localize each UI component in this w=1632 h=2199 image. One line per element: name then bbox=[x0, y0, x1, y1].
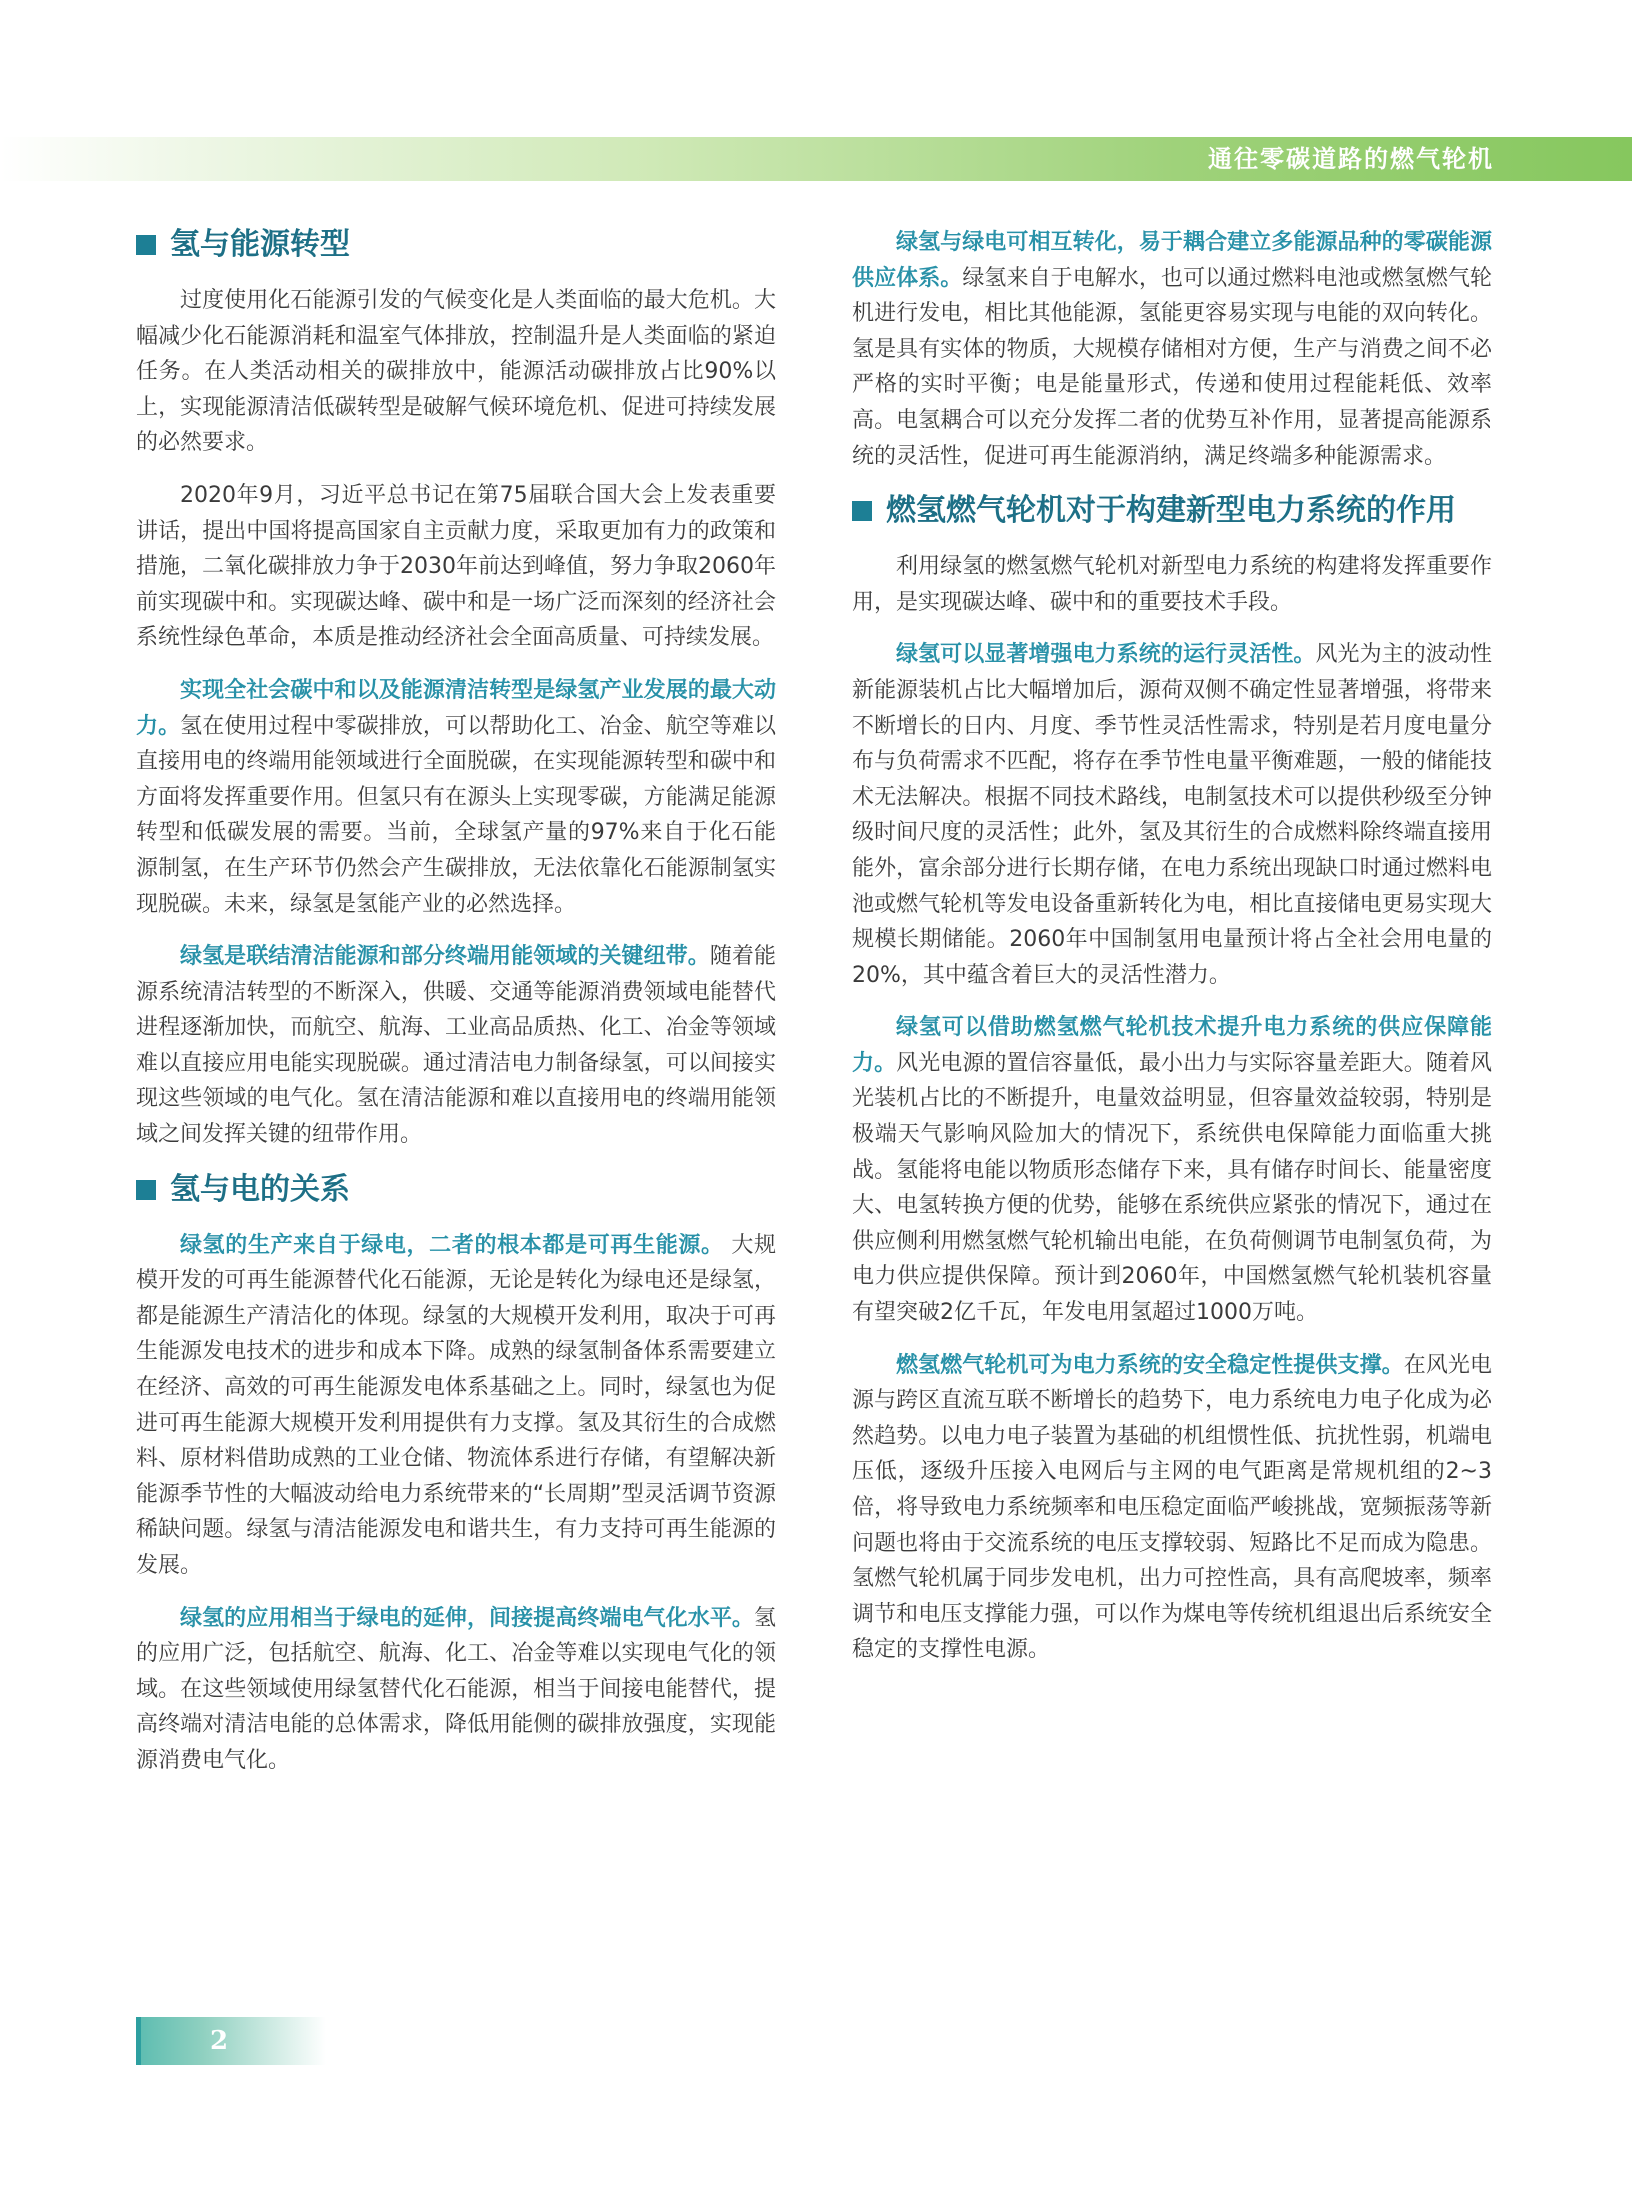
paragraph: 绿氢是联结清洁能源和部分终端用能领域的关键纽带。随着能源系统清洁转型的不断深入，供暖、交通等能源消费领域电能替代进程逐渐加快，而航空、航海、工业高品质热、化工、冶金等领域难以直接应用电能实现脱碳。通过清洁电力制备绿氢，可以间接实现这些领域的电气化。氢在清洁能源和难以直接用电的终端用能领域之间发挥关键的纽带作用。 bbox=[136, 944, 776, 1148]
square-bullet-icon bbox=[136, 235, 156, 255]
emphasis-text: 绿氢的生产来自于绿电，二者的根本都是可再生能源。 bbox=[180, 1232, 724, 1258]
emphasis-text: 绿氢是联结清洁能源和部分终端用能领域的关键纽带。 bbox=[180, 944, 710, 970]
paragraph: 过度使用化石能源引发的气候变化是人类面临的最大危机。大幅减少化石能源消耗和温室气体排放，控制温升是人类面临的紧迫任务。在人类活动相关的碳排放中，能源活动碳排放占比90%以上，实现能源清洁低碳转型是破解气候环境危机、促进可持续发展的必然要求。 bbox=[136, 288, 776, 456]
paragraph: 绿氢的生产来自于绿电，二者的根本都是可再生能源。 大规模开发的可再生能源替代化石能源，无论是转化为绿电还是绿氢，都是能源生产清洁化的体现。绿氢的大规模开发利用，取决于可再生能源发电技术的进步和成本下降。成熟的绿氢制备体系需要建立在经济、高效的可再生能源发电体系基础之上。同时，绿氢也为促进可再生能源大规模开发利用提供有力支撑。氢及其衍生的合成燃料、原材料借助成熟的工业仓储、物流体系进行存储，有望解决新能源季节性的大幅波动给电力系统带来的“长周期”型灵活调节资源稀缺问题。绿氢与清洁能源发电和谐共生，有力支持可再生能源的发展。 bbox=[136, 1232, 776, 1578]
paragraph: 绿氢可以借助燃氢燃气轮机技术提升电力系统的供应保障能力。风光电源的置信容量低，最小出力与实际容量差距大。随着风光装机占比的不断提升，电量效益明显，但容量效益较弱，特别是极端天气影响风险加大的情况下，系统供电保障能力面临重大挑战。氢能将电能以物质形态储存下来，具有储存时间长、能量密度大、电氢转换方便的优势，能够在系统供应紧张的情况下，通过在供应侧利用燃氢燃气轮机输出电能，在负荷侧调节电制氢负荷，为电力供应提供保障。预计到2060年，中国燃氢燃气轮机装机容量有望突破2亿千瓦，年发电用氢超过1000万吨。 bbox=[852, 1015, 1492, 1326]
section-heading: 氢与能源转型 bbox=[136, 225, 776, 265]
header-title: 通往零碳道路的燃气轮机 bbox=[1208, 144, 1494, 173]
page-number: 2 bbox=[210, 2026, 229, 2056]
emphasis-text: 绿氢可以显著增强电力系统的运行灵活性。 bbox=[896, 642, 1316, 668]
paragraph: 实现全社会碳中和以及能源清洁转型是绿氢产业发展的最大动力。氢在使用过程中零碳排放，可以帮助化工、冶金、航空等难以直接用电的终端用能领域进行全面脱碳，在实现能源转型和碳中和方面将发挥重要作用。但氢只有在源头上实现零碳，方能满足能源转型和低碳发展的需要。当前，全球氢产量的97%来自于化石能源制氢，在生产环节仍然会产生碳排放，无法依靠化石能源制氢实现脱碳。未来，绿氢是氢能产业的必然选择。 bbox=[136, 677, 776, 917]
square-bullet-icon bbox=[136, 1180, 156, 1200]
left-column bbox=[136, 225, 776, 1796]
emphasis-text: 绿氢可以借助燃氢燃气轮机技术提升电力系统的供应保障能力。 bbox=[852, 1015, 1492, 1076]
paragraph: 燃氢燃气轮机可为电力系统的安全稳定性提供支撑。在风光电源与跨区直流互联不断增长的趋势下，电力系统电力电子化成为必然趋势。以电力电子装置为基础的机组惯性低、抗扰性弱，机端电压低，逐级升压接入电网后与主网的电气距离是常规机组的2~3倍，将导致电力系统频率和电压稳定面临严峻挑战，宽频振荡等新问题也将由于交流系统的电压支撑较弱、短路比不足而成为隐患。氢燃气轮机属于同步发电机，出力可控性高，具有高爬坡率，频率调节和电压支撑能力强，可以作为煤电等传统机组退出后系统安全稳定的支撑性电源。 bbox=[852, 1352, 1492, 1663]
square-bullet-icon bbox=[852, 501, 872, 521]
paragraph: 利用绿氢的燃氢燃气轮机对新型电力系统的构建将发挥重要作用，是实现碳达峰、碳中和的重要技术手段。 bbox=[852, 554, 1492, 615]
paragraph: 2020年9月，习近平总书记在第75届联合国大会上发表重要讲话，提出中国将提高国家自主贡献力度，采取更加有力的政策和措施，二氧化碳排放力争于2030年前达到峰值，努力争取2060年前实现碳中和。实现碳达峰、碳中和是一场广泛而深刻的经济社会系统性绿色革命，本质是推动经济社会全面高质量、可持续发展。 bbox=[136, 482, 776, 651]
section-heading: 燃氢燃气轮机对于构建新型电力系统的作用 bbox=[852, 491, 1492, 531]
paragraph: 绿氢与绿电可相互转化，易于耦合建立多能源品种的零碳能源供应体系。绿氢来自于电解水，也可以通过燃料电池或燃氢燃气轮机进行发电，相比其他能源，氢能更容易实现与电能的双向转化。氢是具有实体的物质，大规模存储相对方便，生产与消费之间不必严格的实时平衡；电是能量形式，传递和使用过程能耗低、效率高。电氢耦合可以充分发挥二者的优势互补作用，显著提高能源系统的灵活性，促进可再生能源消纳，满足终端多种能源需求。 bbox=[852, 230, 1492, 469]
page-tab-accent bbox=[136, 2017, 141, 2065]
emphasis-text: 绿氢的应用相当于绿电的延伸，间接提高终端电气化水平。 bbox=[180, 1605, 754, 1631]
emphasis-text: 实现全社会碳中和以及能源清洁转型是绿氢产业发展的最大动力。 bbox=[136, 677, 776, 739]
emphasis-text: 绿氢与绿电可相互转化，易于耦合建立多能源品种的零碳能源供应体系。 bbox=[852, 230, 1492, 291]
right-column bbox=[852, 225, 1492, 1685]
section-heading: 氢与电的关系 bbox=[136, 1170, 776, 1210]
paragraph: 绿氢的应用相当于绿电的延伸，间接提高终端电气化水平。氢的应用广泛，包括航空、航海、化工、冶金等难以实现电气化的领域。在这些领域使用绿氢替代化石能源，相当于间接电能替代，提高终端对清洁电能的总体需求，降低用能侧的碳排放强度，实现能源消费电气化。 bbox=[136, 1605, 776, 1773]
emphasis-text: 燃氢燃气轮机可为电力系统的安全稳定性提供支撑。 bbox=[896, 1352, 1404, 1378]
page-number-tab bbox=[136, 2017, 326, 2065]
header-banner bbox=[0, 137, 1632, 181]
paragraph: 绿氢可以显著增强电力系统的运行灵活性。风光为主的波动性新能源装机占比大幅增加后，源荷双侧不确定性显著增强，将带来不断增长的日内、月度、季节性灵活性需求，特别是若月度电量分布与负荷需求不匹配，将存在季节性电量平衡难题，一般的储能技术无法解决。根据不同技术路线，电制氢技术可以提供秒级至分钟级时间尺度的灵活性；此外，氢及其衍生的合成燃料除终端直接用能外，富余部分进行长期存储，在电力系统出现缺口时通过燃料电池或燃气轮机等发电设备重新转化为电，相比直接储电更易实现大规模长期储能。2060年中国制氢用电量预计将占全社会用电量的20%，其中蕴含着巨大的灵活性潜力。 bbox=[852, 642, 1492, 988]
